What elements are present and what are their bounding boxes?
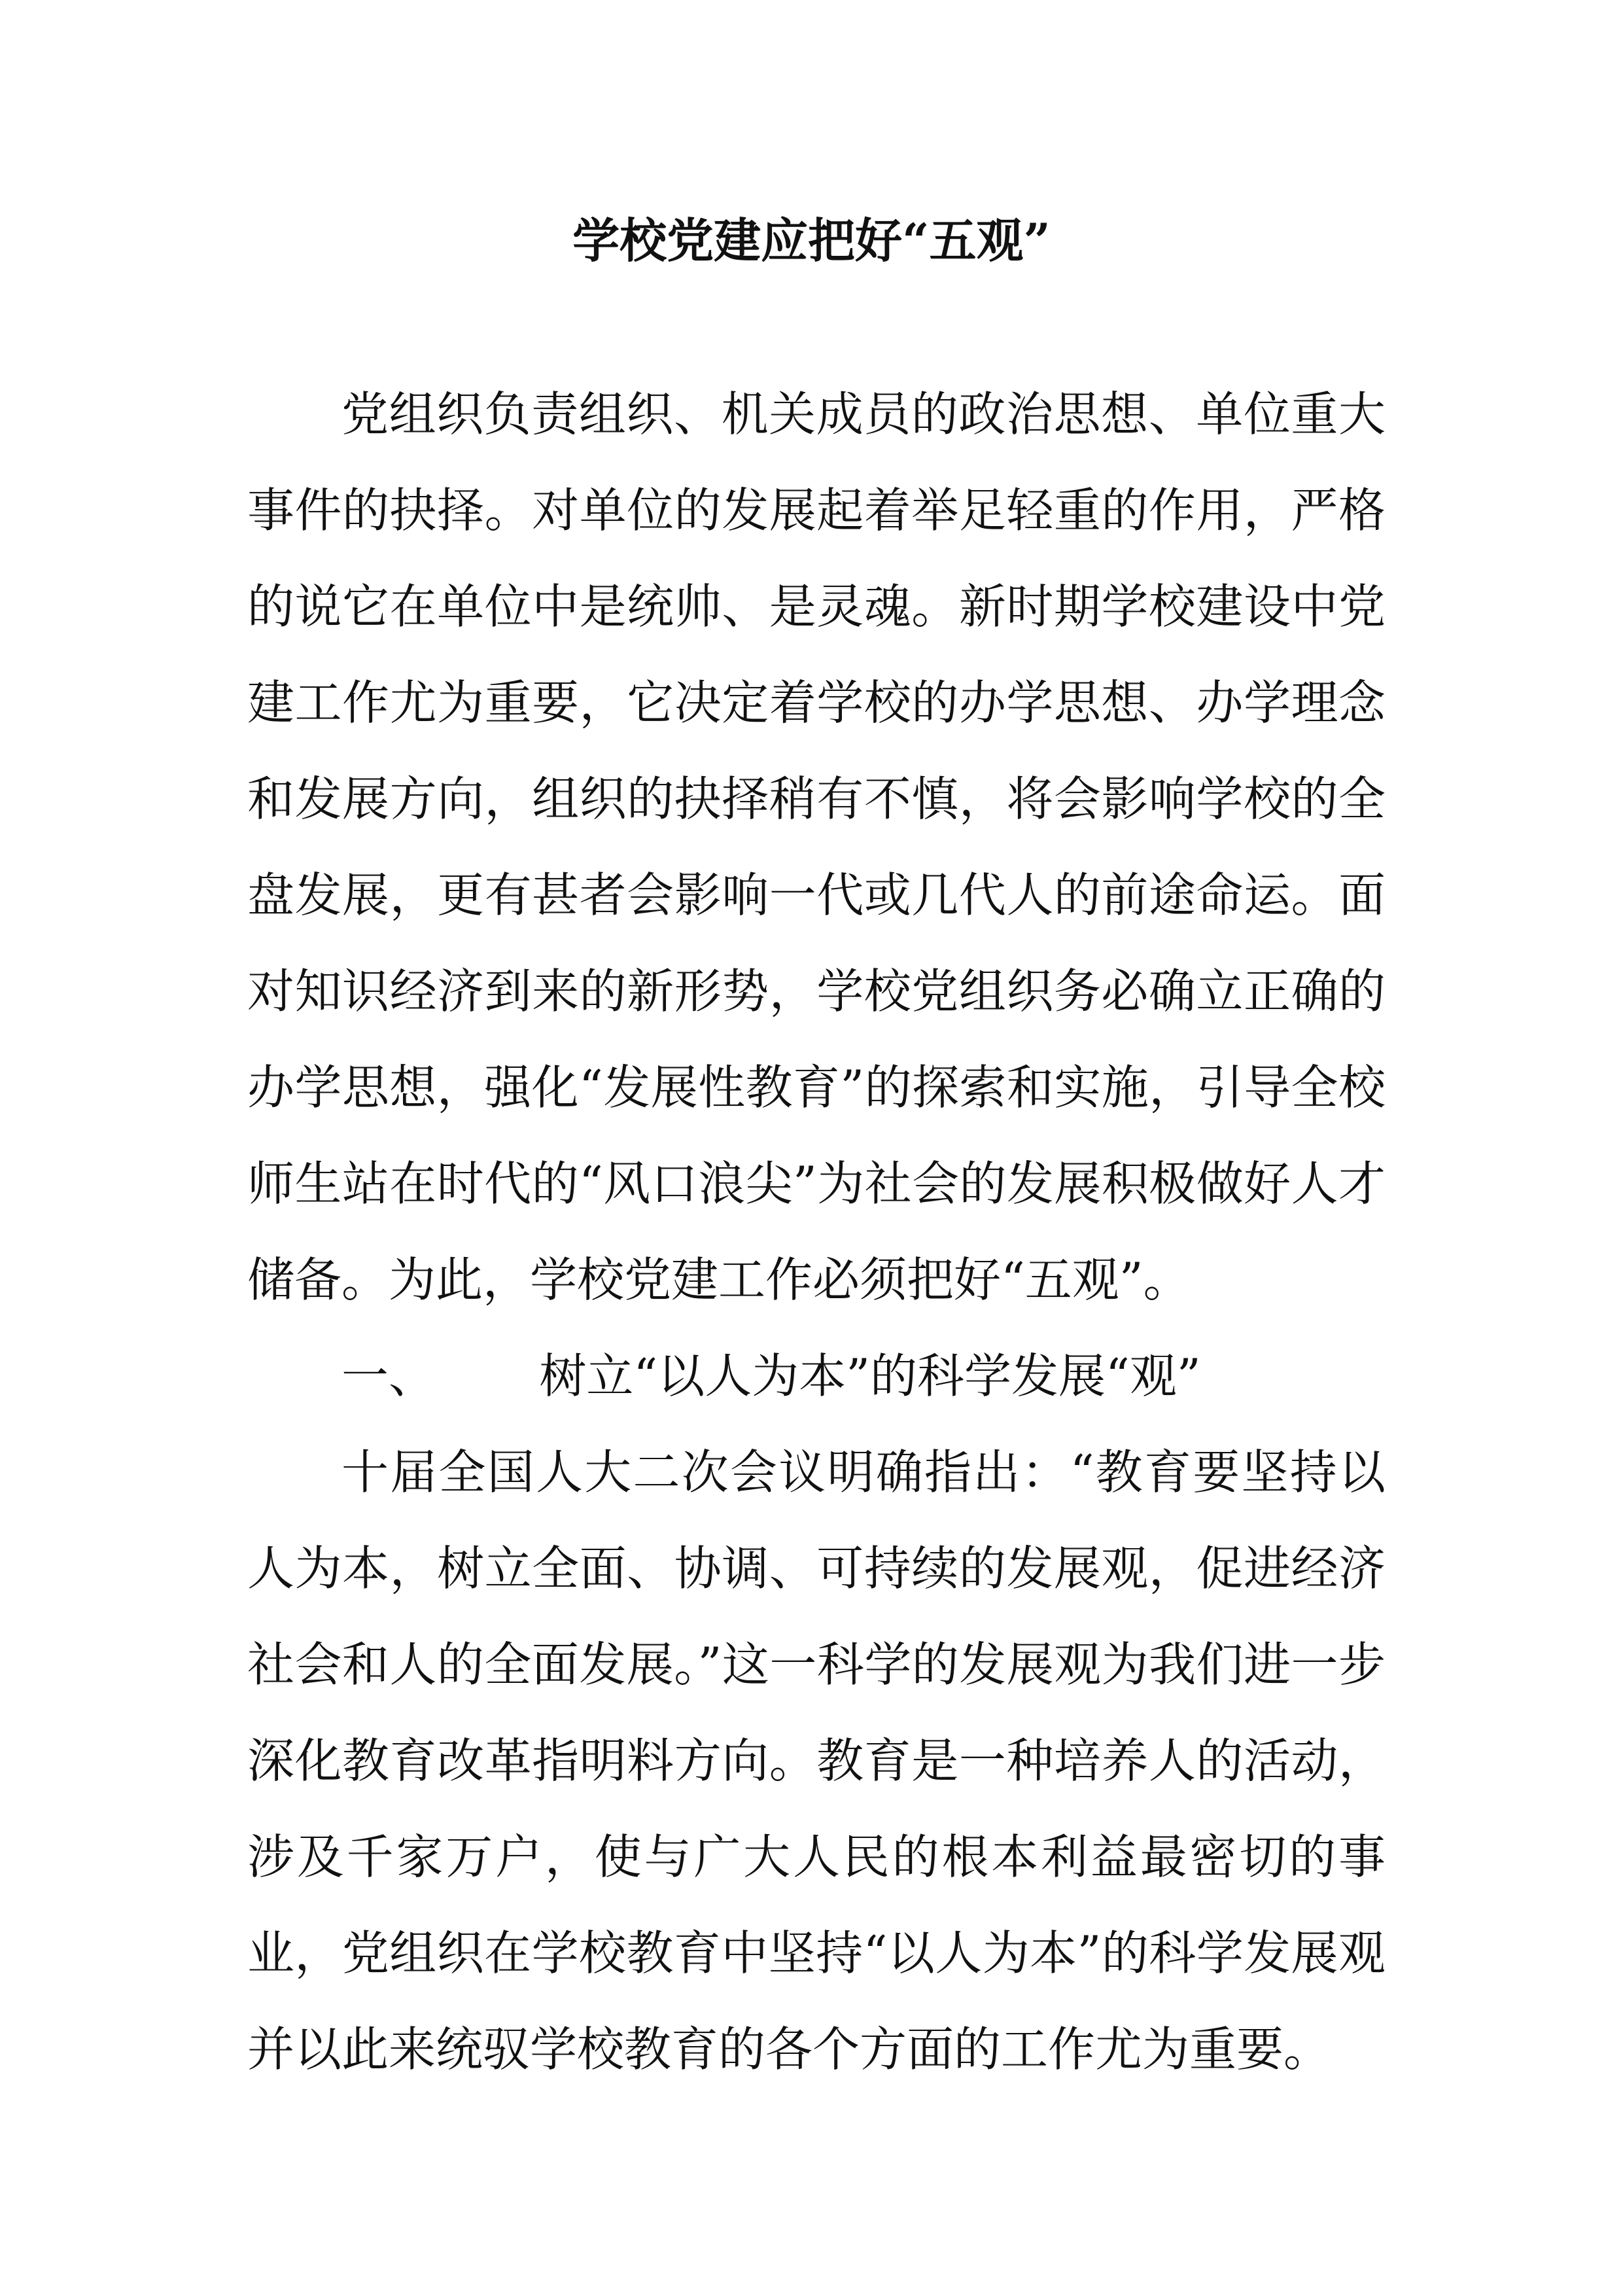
document-title: 学校党建应把好“五观” (572, 213, 1051, 268)
section-paragraph: 十届全国人大二次会议明确指出：“教育要坚持以人为本，树立全面、协调、可持续的发展观，促进经济社会和人的全面发展。”这一科学的发展观为我们进一步深化教育改革指明料方向。教育是一种培养人的活动，涉及千家万户，使与广大人民的根本利益最密切的事业，党组织在学校教育中坚持“以人为本”的科学发展观并以此来统驭学校教育的各个方面的工作尤为重要。 (247, 1445, 1386, 2077)
section-heading (247, 1328, 1386, 1424)
document-body (247, 366, 1386, 2098)
section-number: 一、 (341, 1349, 436, 1404)
intro-paragraph: 党组织负责组织、机关成员的政治思想、单位重大事件的抉择。对单位的发展起着举足轻重的作用，严格的说它在单位中是统帅、是灵魂。新时期学校建设中党建工作尤为重要，它决定着学校的办学思想、办学理念和发展方向，组织的抉择稍有不慎，将会影响学校的全盘发展，更有甚者会影响一代或几代人的前途命运。面对知识经济到来的新形势，学校党组织务必确立正确的办学思想，强化“发展性教育”的探索和实施，引导全校师生站在时代的“风口浪尖”为社会的发展积极做好人才储备。为此，学校党建工作必须把好“五观”。 (247, 387, 1386, 1307)
section-heading-text: 树立“以人为本”的科学发展“观” (539, 1349, 1201, 1404)
